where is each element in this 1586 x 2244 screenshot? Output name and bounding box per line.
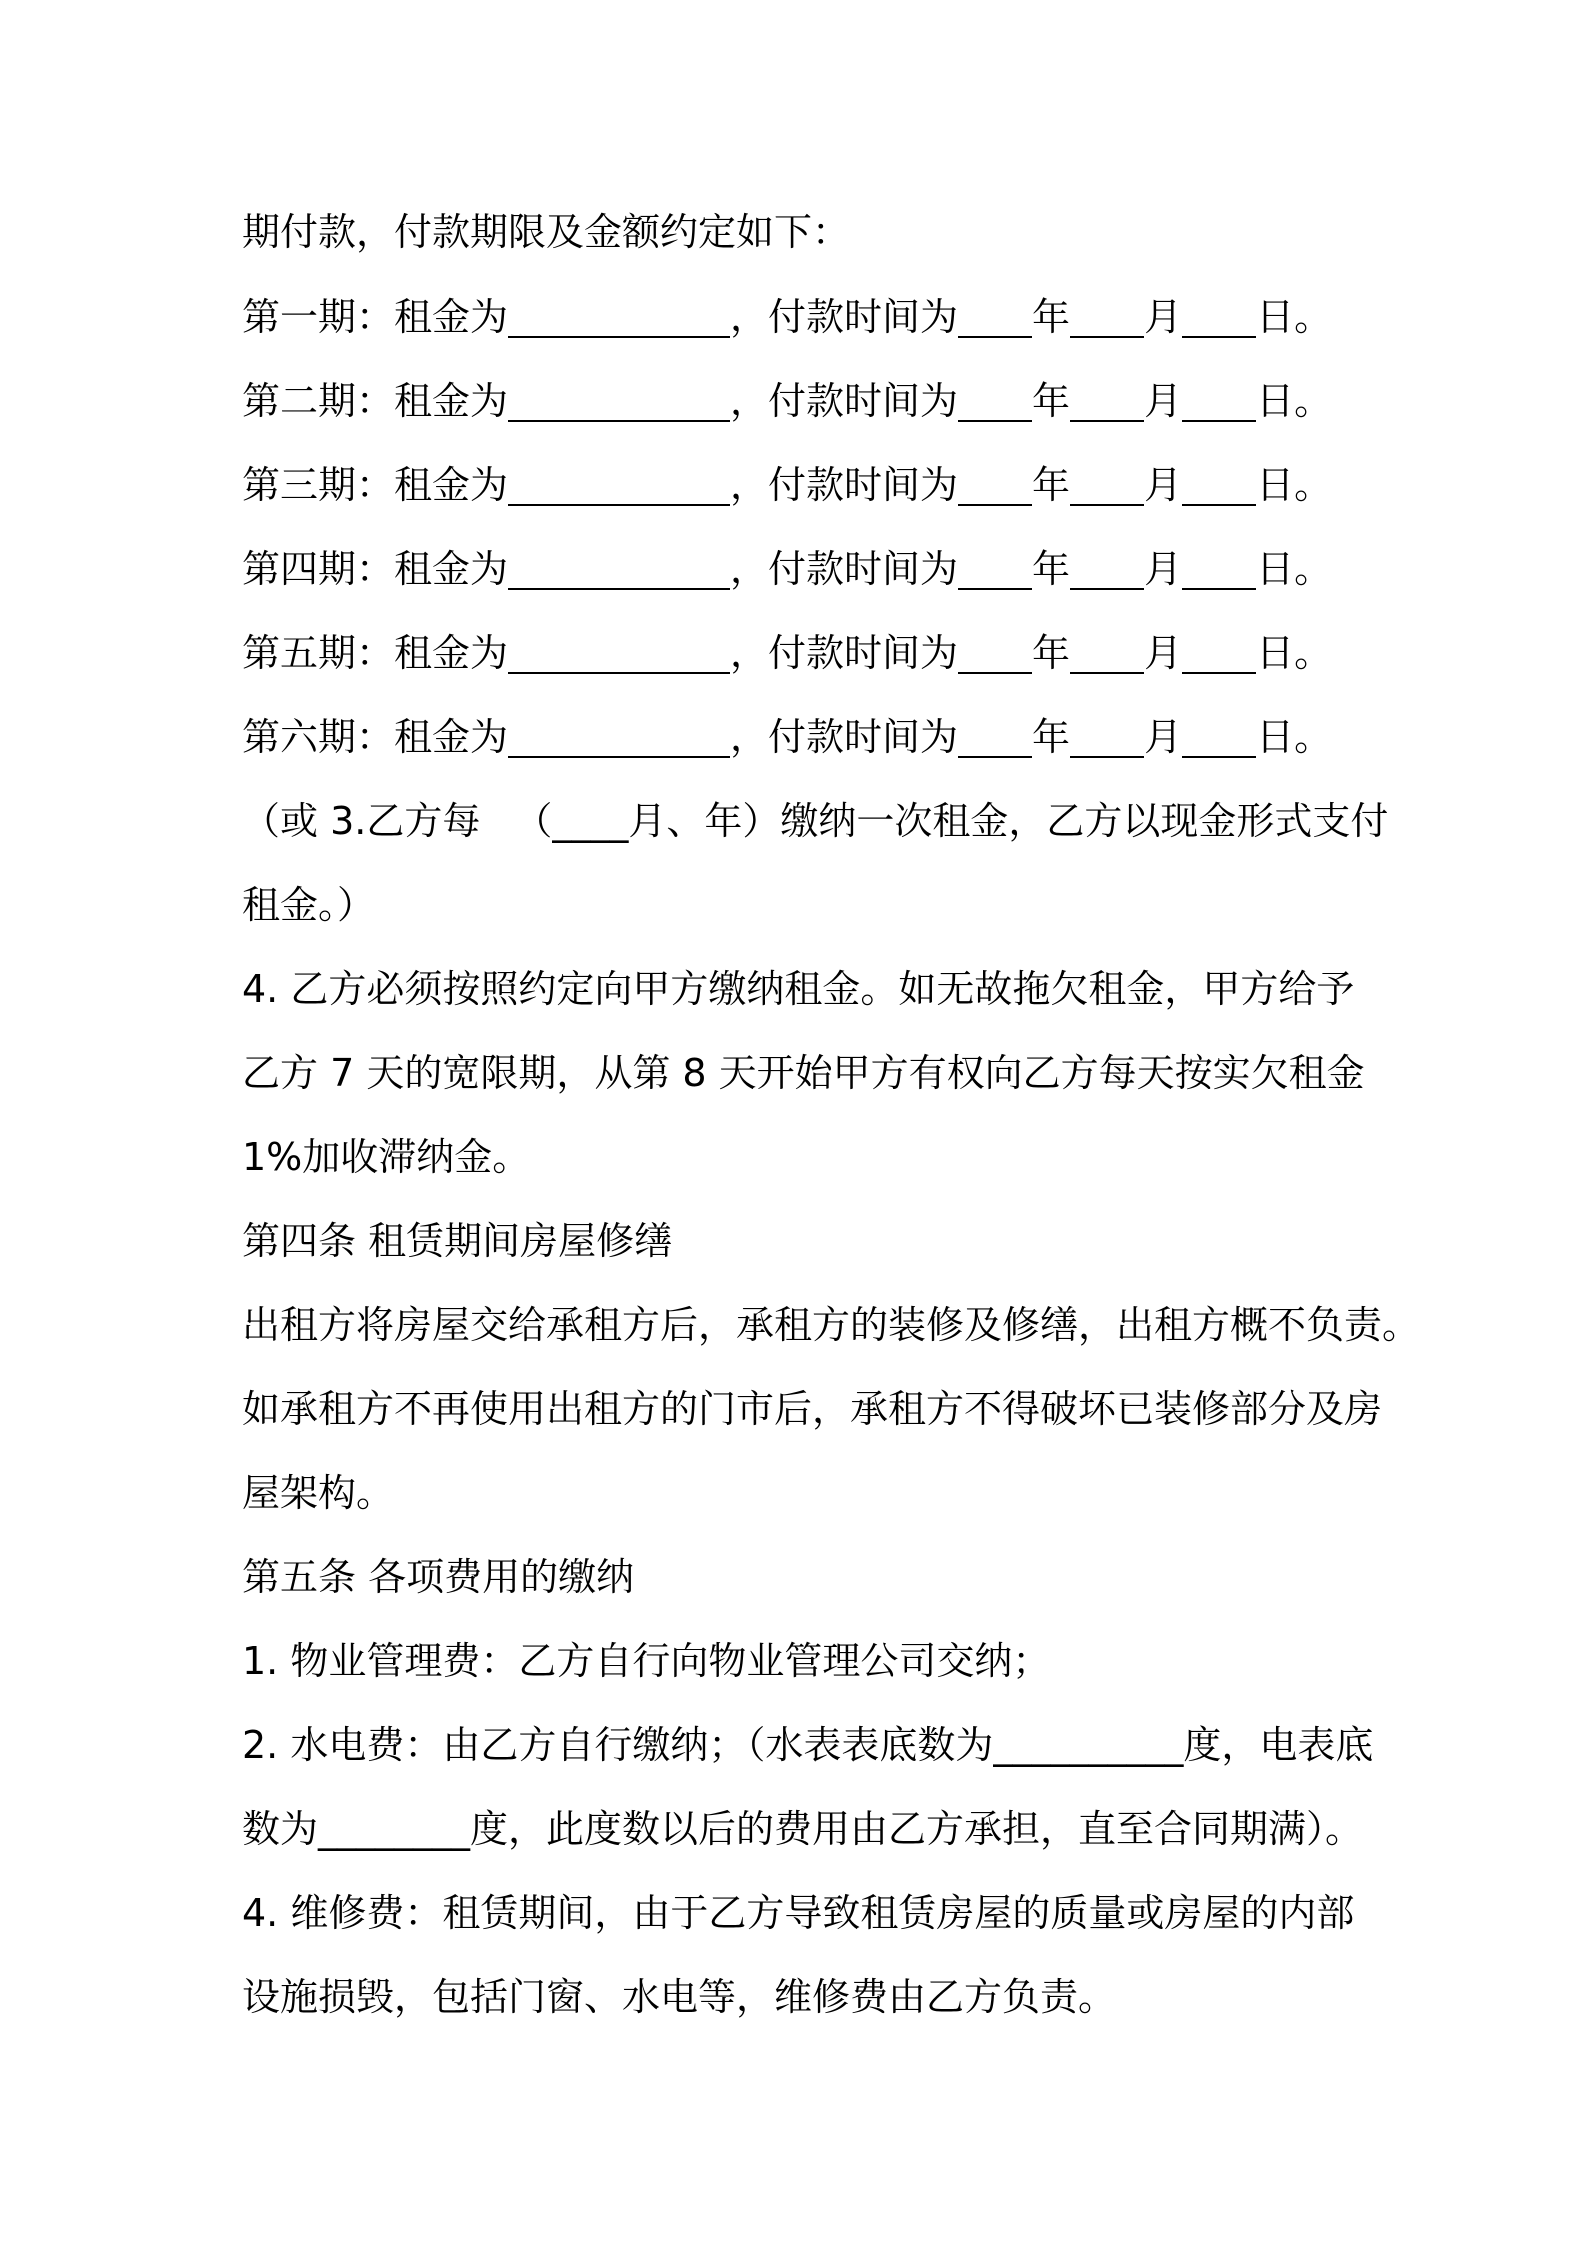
period-label: 第三期 <box>242 463 357 507</box>
clause4-line-3: 1%加收滞纳金。 <box>242 1135 531 1179</box>
day-label: 日。 <box>1256 379 1333 423</box>
period-line-6 <box>242 713 1332 761</box>
month-label: 月 <box>1144 715 1183 759</box>
rent-amount-blank[interactable] <box>508 384 730 422</box>
year-label: 年 <box>1032 379 1071 423</box>
pay-time-label: ，付款时间为 <box>730 295 959 339</box>
period-line-3 <box>242 461 1332 509</box>
month-blank[interactable] <box>1070 636 1144 674</box>
year-label: 年 <box>1032 295 1071 339</box>
month-label: 月 <box>1144 463 1183 507</box>
year-label: 年 <box>1032 715 1071 759</box>
period-line-4 <box>242 545 1332 593</box>
period-label: 第二期 <box>242 379 357 423</box>
month-label: 月 <box>1144 547 1183 591</box>
fee-item-1: 1. 物业管理费：乙方自行向物业管理公司交纳； <box>242 1639 1051 1683</box>
article4-line-1: 出租方将房屋交给承租方后，承租方的装修及修缮，出租方概不负责。 <box>242 1303 1421 1347</box>
rent-label: ：租金为 <box>356 715 509 759</box>
year-label: 年 <box>1032 547 1071 591</box>
clause3-alt-line-1 <box>242 797 1388 845</box>
month-blank[interactable] <box>1070 552 1144 590</box>
period-label: 第四期 <box>242 547 357 591</box>
fee-item-4-line-2: 设施损毁，包括门窗、水电等，维修费由乙方负责。 <box>242 1975 1117 2019</box>
rent-label: ：租金为 <box>356 295 509 339</box>
fee-item-4-line-1: 4. 维修费：租赁期间，由于乙方导致租赁房屋的质量或房屋的内部 <box>242 1891 1355 1935</box>
clause4-line-1: 4. 乙方必须按照约定向甲方缴纳租金。如无故拖欠租金，甲方给予 <box>242 967 1355 1011</box>
pay-time-label: ，付款时间为 <box>730 463 959 507</box>
day-label: 日。 <box>1256 463 1333 507</box>
fee-item-2-line-2: 数为________度，此度数以后的费用由乙方承担，直至合同期满）。 <box>242 1807 1364 1851</box>
period-line-2 <box>242 377 1332 425</box>
article4-line-3: 屋架构。 <box>242 1471 395 1515</box>
day-blank[interactable] <box>1182 300 1256 338</box>
day-blank[interactable] <box>1182 552 1256 590</box>
day-label: 日。 <box>1256 295 1333 339</box>
pay-time-label: ，付款时间为 <box>730 379 959 423</box>
rent-amount-blank[interactable] <box>508 468 730 506</box>
period-line-1 <box>242 293 1332 341</box>
period-label: 第五期 <box>242 631 357 675</box>
year-label: 年 <box>1032 631 1071 675</box>
rent-amount-blank[interactable] <box>508 300 730 338</box>
rent-label: ：租金为 <box>356 463 509 507</box>
month-blank[interactable] <box>1070 384 1144 422</box>
month-blank[interactable] <box>1070 300 1144 338</box>
day-label: 日。 <box>1256 715 1333 759</box>
intro-line: 期付款，付款期限及金额约定如下： <box>242 210 851 254</box>
article5-heading: 第五条 各项费用的缴纳 <box>242 1555 635 1599</box>
year-blank[interactable] <box>958 468 1032 506</box>
day-blank[interactable] <box>1182 384 1256 422</box>
rent-amount-blank[interactable] <box>508 636 730 674</box>
period-label: 第六期 <box>242 715 357 759</box>
year-blank[interactable] <box>958 720 1032 758</box>
pay-time-label: ，付款时间为 <box>730 547 959 591</box>
rent-amount-blank[interactable] <box>508 552 730 590</box>
month-label: 月 <box>1144 295 1183 339</box>
pay-time-label: ，付款时间为 <box>730 715 959 759</box>
period-label: 第一期 <box>242 295 357 339</box>
year-blank[interactable] <box>958 300 1032 338</box>
year-blank[interactable] <box>958 384 1032 422</box>
month-blank[interactable] <box>1070 720 1144 758</box>
year-blank[interactable] <box>958 552 1032 590</box>
article4-heading: 第四条 租赁期间房屋修缮 <box>242 1219 673 1263</box>
day-blank[interactable] <box>1182 636 1256 674</box>
year-label: 年 <box>1032 463 1071 507</box>
month-blank[interactable] <box>1070 468 1144 506</box>
article4-line-2: 如承租方不再使用出租方的门市后，承租方不得破坏已装修部分及房 <box>242 1387 1383 1431</box>
clause3-alt-part-a: （或 3.乙方每 <box>242 799 481 843</box>
month-label: 月 <box>1144 379 1183 423</box>
clause4-line-2: 乙方 7 天的宽限期，从第 8 天开始甲方有权向乙方每天按实欠租金 <box>242 1051 1365 1095</box>
month-label: 月 <box>1144 631 1183 675</box>
rent-label: ：租金为 <box>356 631 509 675</box>
period-line-5 <box>242 629 1332 677</box>
clause3-alt-part-b: （____月、年）缴纳一次租金，乙方以现金形式支付 <box>514 799 1389 843</box>
fee-item-2-line-1: 2. 水电费：由乙方自行缴纳；（水表表底数为__________度，电表底 <box>242 1723 1374 1767</box>
day-blank[interactable] <box>1182 468 1256 506</box>
rent-label: ：租金为 <box>356 379 509 423</box>
day-label: 日。 <box>1256 547 1333 591</box>
pay-time-label: ，付款时间为 <box>730 631 959 675</box>
day-label: 日。 <box>1256 631 1333 675</box>
year-blank[interactable] <box>958 636 1032 674</box>
rent-amount-blank[interactable] <box>508 720 730 758</box>
rent-label: ：租金为 <box>356 547 509 591</box>
day-blank[interactable] <box>1182 720 1256 758</box>
clause3-alt-line-2: 租金。） <box>242 883 376 927</box>
